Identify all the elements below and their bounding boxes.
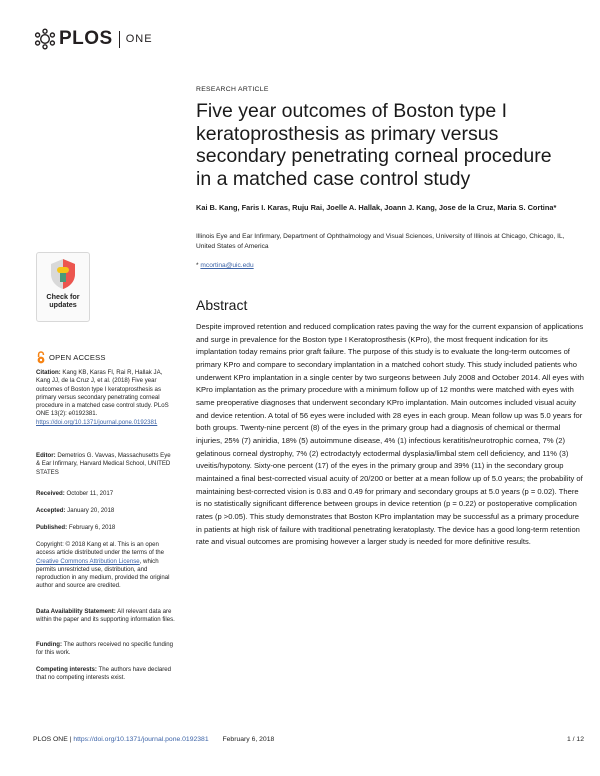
competing-interests-block bbox=[36, 666, 176, 683]
crossmark-icon bbox=[48, 257, 78, 291]
author-list: Kai B. Kang, Faris I. Karas, Ruju Rai, Joelle A. Hallak, Joann J. Kang, Jose de la Cruz, Maria S. Cortina* bbox=[196, 203, 557, 212]
corresponding-email bbox=[196, 262, 254, 269]
footer-date: February 6, 2018 bbox=[222, 736, 275, 743]
accepted-date: January 20, 2018 bbox=[67, 507, 115, 514]
journal-brand: PLOS bbox=[59, 28, 113, 49]
abstract-text: Despite improved retention and reduced complication rates paving the way for the current expansion of applications and surge in prevalence for the Boston type I Keratoprosthesis (KPro), the most frequent indication for its implantation today remains prior graft failure. The purpose of this study is to evaluate the long-term outcomes of primary KPro and compare to secondary implantation in a matched cohort study. This study included patients who underwent KPro implantation in a single center by two surgeons between July 2008 and October 2014. All eyes with KPro implantation as the primary procedure with a minimum follow up of 12 months were matched with eyes with same preoperative diagnoses that underwent secondary KPro implantation. Main outcomes included visual acuity and device retention. A total of 56 eyes were included with 28 eyes in each group. Mean follow up was 5.0 years for both groups. Twenty-nine percent (8) of the eyes in the primary group had a diagnosis of chemical or thermal injuries, 25% (7) aniridia, 18% (5) autoimmune disease, 4% (1) infectious keratitis/neurotrophic cornea, 7% (2) gelatinous corneal dystrophy, 7% (2) ectrodactyly ectodermal dysplasia/limbal stem cell deficiency, and 11% (3) uveitis/hypotony. Sixty-one percent (17) of the eyes in the primary group and 39% (11) in the secondary group maintained a final best-corrected visual acuity of 20/200 or better at a mean follow up of 5.0 years; the probability of maintaining best-corrected vision is 0.83 and 0.49 for primary and secondary groups at 5.0 years (p = 0.02). There is no statistically significant difference between groups in device retention (p = 0.22) or postoperative complication rates (p >0.05). This study demonstrates that Boston KPro implantation may be successful as a primary procedure in patients at high risk of failure with traditional penetrating keratoplasty. The device has a good long-term retention rate and visual outcomes are promising however a larger study is needed for more definitive results. bbox=[196, 322, 584, 547]
accepted-block bbox=[36, 507, 176, 515]
open-access-label: OPEN ACCESS bbox=[49, 353, 106, 362]
crossmark-label-line2: updates bbox=[49, 300, 77, 309]
citation-text: Kang KB, Karas FI, Rai R, Hallak JA, Kang JJ, de la Cruz J, et al. (2018) Five year outcomes of Boston type I keratoprosthesis as primary versus secondary penetrating corneal procedure in a matched case control study. PLoS ONE 13(2): e0192381. bbox=[36, 369, 169, 418]
journal-logo bbox=[33, 28, 153, 50]
competing-interests-text: The authors have declared that no competing interests exist. bbox=[36, 666, 172, 682]
email-marker: * bbox=[196, 262, 201, 269]
footer-doi-link[interactable]: https://doi.org/10.1371/journal.pone.0192381 bbox=[73, 736, 209, 743]
footer-separator: | bbox=[67, 736, 74, 743]
page-footer bbox=[33, 736, 584, 746]
copyright-text-end: , which permits unrestricted use, distribution, and reproduction in any medium, provided the original author and source are credited. bbox=[36, 557, 170, 590]
affiliation: Illinois Eye and Ear Infirmary, Department of Ophthalmology and Visual Sciences, University of Illinois at Chicago, Chicago, IL, United States of America bbox=[196, 233, 565, 250]
funding-label: Funding: bbox=[36, 641, 63, 648]
open-access-badge bbox=[36, 351, 106, 364]
editor-text: Demetrios G. Vavvas, Massachusetts Eye & Ear Infirmary, Harvard Medical School, UNITED STATES bbox=[36, 452, 171, 476]
article-type: RESEARCH ARTICLE bbox=[196, 86, 269, 93]
data-availability-block bbox=[36, 608, 176, 625]
copyright-block bbox=[36, 541, 176, 591]
received-date: October 11, 2017 bbox=[66, 490, 114, 497]
accepted-label: Accepted: bbox=[36, 507, 66, 514]
logo-divider bbox=[119, 31, 120, 48]
article-title: Five year outcomes of Boston type I keratoprosthesis as primary versus secondary penetrating corneal procedure in a matched case control study bbox=[196, 100, 552, 190]
email-link[interactable]: mcortina@uic.edu bbox=[200, 262, 254, 269]
citation-label: Citation: bbox=[36, 369, 61, 376]
copyright-text: Copyright: © 2018 Kang et al. This is an open access article distributed under the terms of the bbox=[36, 541, 165, 557]
open-lock-icon bbox=[36, 351, 46, 364]
license-link[interactable]: Creative Commons Attribution License bbox=[36, 557, 140, 565]
citation-block bbox=[36, 369, 176, 427]
published-date: February 6, 2018 bbox=[68, 524, 116, 531]
data-availability-label: Data Availability Statement: bbox=[36, 608, 116, 615]
editor-block bbox=[36, 452, 176, 477]
crossmark-label-line1: Check for bbox=[46, 292, 80, 301]
plos-logo-icon bbox=[33, 28, 57, 50]
received-block bbox=[36, 490, 176, 498]
abstract-heading: Abstract bbox=[196, 297, 248, 313]
editor-label: Editor: bbox=[36, 452, 56, 459]
funding-block bbox=[36, 641, 176, 658]
journal-name: ONE bbox=[125, 33, 153, 45]
citation-doi-link[interactable]: https://doi.org/10.1371/journal.pone.0192381 bbox=[36, 418, 158, 426]
published-label: Published: bbox=[36, 524, 68, 531]
published-block bbox=[36, 524, 176, 532]
funding-text: The authors received no specific funding for this work. bbox=[36, 641, 174, 657]
footer-journal: PLOS ONE bbox=[33, 736, 68, 743]
competing-interests-label: Competing interests: bbox=[36, 666, 97, 673]
page-number: 1 / 12 bbox=[566, 736, 584, 743]
check-for-updates-badge[interactable] bbox=[36, 252, 90, 322]
data-availability-text: All relevant data are within the paper and its supporting information files. bbox=[36, 608, 175, 624]
received-label: Received: bbox=[36, 490, 65, 497]
